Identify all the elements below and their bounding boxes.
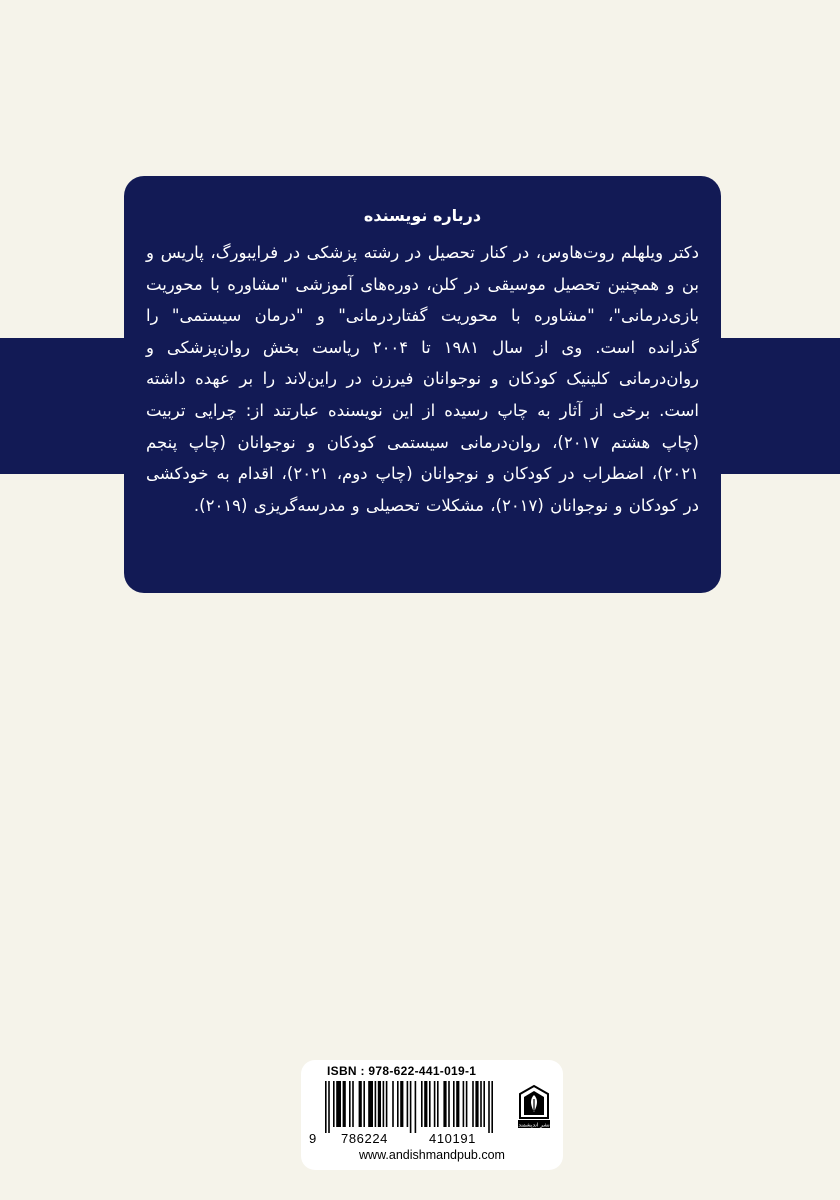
about-author-text: دکتر ویلهلم روت‌هاوس، در کنار تحصیل در رشته پزشکی در فرایبورگ، پاریس و بن و همچنین تحصیل موسیقی در کلن، دوره‌های آموزشی "مشاوره با محوریت بازی‌درمانی"، "مشاوره با محوریت گفتاردرمانی" و "درمان سیستمی" را گذرانده است. وی از سال ۱۹۸۱ تا ۲۰۰۴ ریاست بخش روان‌پزشکی و روان‌درمانی کلینیک کودکان و نوجوانان فیرزن در راین‌لاند را بر عهده داشته است. برخی از آثار به چاپ رسیده از این نویسنده عبارتند از: چرایی تربیت (چاپ هشتم ۲۰۱۷)، روان‌درمانی سیستمی کودکان و نوجوانان (چاپ پنجم ۲۰۲۱)، اضطراب در کودکان و نوجوانان (چاپ دوم، ۲۰۲۱)، اقدام به خودکشی در کودکان و نوجوانان (۲۰۱۷)، مشکلات تحصیلی و مدرسه‌گریزی (۲۰۱۹). <box>146 243 700 515</box>
barcode-bar <box>480 1081 482 1127</box>
barcode-bar <box>333 1081 335 1127</box>
barcode-bar <box>483 1081 485 1127</box>
publisher-website: www.andishmandpub.com <box>359 1148 505 1162</box>
barcode-bar <box>407 1081 409 1127</box>
barcode-right-group: 410191 <box>429 1131 476 1146</box>
publisher-logo-icon <box>515 1084 553 1134</box>
barcode-bar <box>415 1081 417 1133</box>
barcode-bar <box>448 1081 450 1127</box>
barcode-bar <box>359 1081 362 1127</box>
barcode-bar <box>400 1081 403 1127</box>
barcode-bar <box>368 1081 373 1127</box>
barcode-bar <box>437 1081 439 1127</box>
barcode-bar <box>392 1081 394 1127</box>
barcode-bar <box>375 1081 377 1127</box>
barcode-bar <box>325 1081 327 1133</box>
barcode-left-group: 786224 <box>341 1131 388 1146</box>
barcode-bar <box>397 1081 399 1127</box>
barcode-card <box>301 1060 563 1170</box>
publisher-logo-text: نشر اندیشمند <box>518 1122 550 1129</box>
barcode-bar <box>410 1081 412 1133</box>
barcode-bar <box>453 1081 455 1127</box>
barcode-bar <box>491 1081 493 1133</box>
about-author-title: درباره نویسنده <box>363 206 482 225</box>
barcode-bar <box>328 1081 330 1133</box>
barcode-bar <box>383 1081 385 1127</box>
barcode-bar <box>352 1081 354 1127</box>
barcode-bar <box>456 1081 459 1127</box>
barcode-bar <box>343 1081 346 1127</box>
barcode-bar <box>443 1081 446 1127</box>
about-author-box <box>124 176 721 593</box>
barcode-bar <box>475 1081 478 1127</box>
barcode-bar <box>472 1081 474 1127</box>
barcode-bar <box>386 1081 388 1127</box>
barcode-bar <box>434 1081 436 1127</box>
barcode-bar <box>424 1081 427 1127</box>
isbn-label: ISBN : 978-622-441-019-1 <box>327 1064 477 1078</box>
barcode-bar <box>378 1081 381 1127</box>
barcode-bar <box>349 1081 351 1127</box>
barcode-bar <box>466 1081 468 1127</box>
barcode-bar <box>429 1081 431 1127</box>
barcode-bar <box>336 1081 341 1127</box>
barcode-bar <box>488 1081 490 1133</box>
barcode-lead-digit: 9 <box>309 1131 317 1146</box>
barcode-bar <box>463 1081 465 1127</box>
barcode <box>321 1081 515 1133</box>
barcode-bar <box>363 1081 365 1127</box>
barcode-bar <box>421 1081 423 1127</box>
